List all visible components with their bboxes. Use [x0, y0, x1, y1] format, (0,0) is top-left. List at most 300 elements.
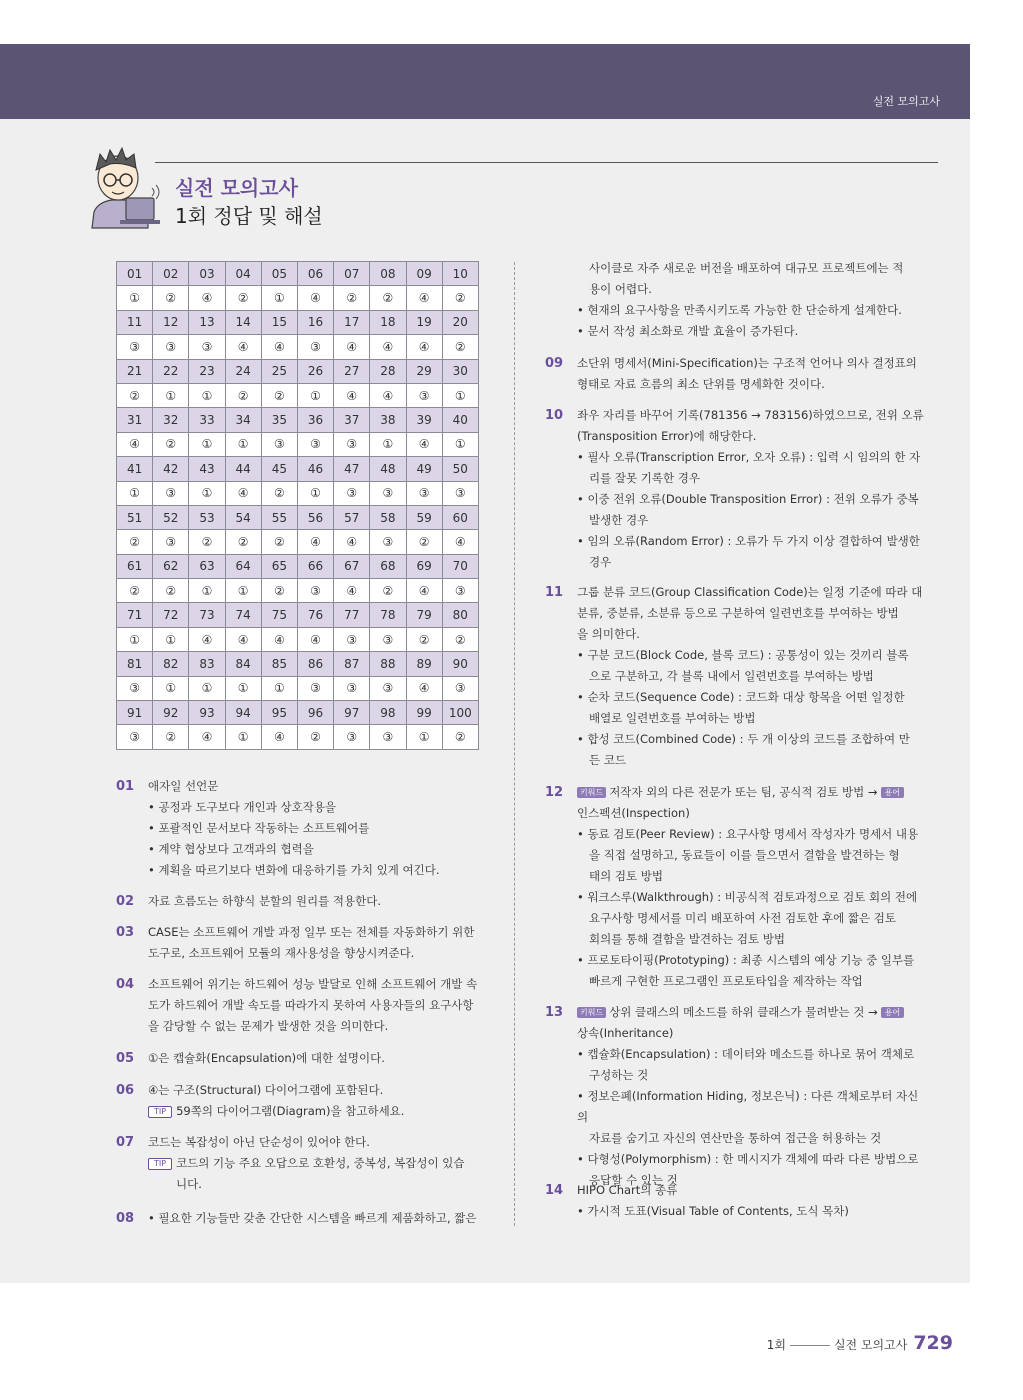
question-number-cell: 07	[334, 262, 370, 286]
question-number-cell: 05	[261, 262, 297, 286]
answer-cell: ③	[153, 335, 189, 359]
answer-cell: ②	[334, 286, 370, 310]
question-number-cell: 98	[370, 701, 406, 725]
explanation-03	[116, 922, 496, 964]
explanation-07	[116, 1132, 496, 1195]
answer-cell: ③	[442, 481, 478, 505]
bullet-item-cont: 회의를 통해 결함을 발견하는 검토 방법	[589, 932, 786, 946]
answer-cell: ④	[370, 383, 406, 407]
answer-cell: ②	[153, 579, 189, 603]
bullet-item: • 계획을 따르기보다 변화에 대응하기를 가치 있게 여긴다.	[148, 863, 440, 877]
bullet-item-cont: 응답할 수 있는 것	[589, 1173, 678, 1187]
answer-cell: ④	[189, 286, 225, 310]
question-number: 08	[116, 1211, 135, 1226]
top-margin	[0, 0, 1023, 44]
question-number-cell: 97	[334, 701, 370, 725]
question-number-cell: 31	[117, 408, 153, 432]
answer-cell: ②	[370, 286, 406, 310]
explanation-text: 을 감당할 수 없는 문제가 발생한 것을 의미한다.	[148, 1019, 389, 1033]
question-number-cell: 82	[153, 652, 189, 676]
question-number: 14	[545, 1183, 564, 1198]
explanation-text: 도구로, 소프트웨어 모듈의 재사용성을 향상시켜준다.	[148, 946, 415, 960]
question-number-cell: 15	[261, 310, 297, 334]
question-number-cell: 96	[297, 701, 333, 725]
answer-cell: ③	[442, 579, 478, 603]
answer-cell: ②	[189, 530, 225, 554]
answer-cell: ②	[442, 286, 478, 310]
explanation-text: 그룹 분류 코드(Group Classification Code)는 일정 기준에 따라 대	[577, 585, 923, 599]
bullet-item-cont: 태의 검토 방법	[589, 869, 663, 883]
question-number-cell: 56	[297, 505, 333, 529]
question-number-cell: 03	[189, 262, 225, 286]
answer-cell: ④	[297, 627, 333, 651]
bullet-item: • 문서 작성 최소화로 개발 효율이 증가된다.	[577, 324, 799, 338]
question-number-cell: 48	[370, 457, 406, 481]
explanation-text: 용이 어렵다.	[589, 282, 652, 296]
bullet-item-cont: 경우	[589, 555, 612, 569]
bullet-item: • 정보은폐(Information Hiding, 정보은닉) : 다른 객체로부터 자신의	[577, 1089, 919, 1124]
question-number-cell: 12	[153, 310, 189, 334]
answer-cell: ①	[117, 627, 153, 651]
answer-cell: ③	[406, 481, 442, 505]
explanation-text: (Transposition Error)에 해당한다.	[577, 429, 757, 443]
explanation-04	[116, 974, 496, 1037]
answer-cell: ②	[261, 383, 297, 407]
page-number: 729	[913, 1332, 953, 1354]
question-number-cell: 87	[334, 652, 370, 676]
question-number-cell: 11	[117, 310, 153, 334]
question-number-cell: 27	[334, 359, 370, 383]
answer-cell: ④	[406, 335, 442, 359]
question-number-cell: 44	[225, 457, 261, 481]
answer-row	[117, 481, 479, 505]
answer-cell: ②	[442, 627, 478, 651]
question-number: 02	[116, 894, 135, 909]
question-number-cell: 45	[261, 457, 297, 481]
question-number-cell: 38	[370, 408, 406, 432]
answer-number-row	[117, 701, 479, 725]
question-number-cell: 70	[442, 554, 478, 578]
question-number-cell: 72	[153, 603, 189, 627]
question-number-cell: 93	[189, 701, 225, 725]
answer-cell: ③	[334, 676, 370, 700]
explanation-text: 소프트웨어 위기는 하드웨어 성능 발달로 인해 소프트웨어 개발 속	[148, 977, 478, 991]
question-number-cell: 65	[261, 554, 297, 578]
question-number-cell: 13	[189, 310, 225, 334]
answer-cell: ②	[153, 286, 189, 310]
section-label: 실전 모의고사	[872, 95, 940, 108]
question-number-cell: 02	[153, 262, 189, 286]
answer-cell: ④	[225, 627, 261, 651]
answer-cell: ②	[153, 725, 189, 749]
question-number-cell: 42	[153, 457, 189, 481]
answer-cell: ①	[225, 579, 261, 603]
question-number: 05	[116, 1051, 135, 1066]
answer-cell: ①	[189, 481, 225, 505]
question-number-cell: 50	[442, 457, 478, 481]
question-number-cell: 39	[406, 408, 442, 432]
question-number-cell: 30	[442, 359, 478, 383]
bullet-item: • 캡슐화(Encapsulation) : 데이터와 메소드를 하나로 묶어 객체로	[577, 1047, 915, 1061]
bullet-item-cont: 구성하는 것	[589, 1068, 649, 1082]
explanation-text: 상위 클래스의 메소드를 하위 클래스가 물려받는 것 →	[609, 1005, 878, 1019]
answer-row	[117, 286, 479, 310]
explanation-06	[116, 1080, 496, 1122]
answer-cell: ④	[189, 725, 225, 749]
question-number-cell: 51	[117, 505, 153, 529]
explanation-09	[545, 353, 925, 395]
question-number-cell: 20	[442, 310, 478, 334]
explanation-05	[116, 1048, 496, 1069]
bullet-item-cont: 발생한 경우	[589, 513, 649, 527]
bullet-item: • 필사 오류(Transcription Error, 오자 오류) : 입력 시 임의의 한 자	[577, 450, 921, 464]
explanation-13	[545, 1002, 925, 1191]
answer-table	[116, 261, 479, 750]
question-number-cell: 85	[261, 652, 297, 676]
question-number-cell: 41	[117, 457, 153, 481]
explanation-text: • 필요한 기능들만 갖춘 간단한 시스템을 빠르게 제품화하고, 짧은	[148, 1211, 477, 1225]
answer-number-row	[117, 359, 479, 383]
bullet-item-cont: 자료를 숨기고 자신의 연산만을 통하여 접근을 허용하는 것	[589, 1131, 882, 1145]
question-number-cell: 100	[442, 701, 478, 725]
keyword-badge: 키워드	[577, 1007, 606, 1018]
answer-cell: ②	[261, 530, 297, 554]
question-number-cell: 16	[297, 310, 333, 334]
question-number-cell: 40	[442, 408, 478, 432]
bullet-item-cont: 빠르게 구현한 프로그램인 프로토타입을 제작하는 작업	[589, 974, 863, 988]
bullet-item: • 순차 코드(Sequence Code) : 코드화 대상 항목을 어떤 일정한	[577, 690, 905, 704]
answer-cell: ④	[225, 481, 261, 505]
answer-cell: ③	[370, 676, 406, 700]
answer-row	[117, 676, 479, 700]
question-number-cell: 47	[334, 457, 370, 481]
answer-cell: ①	[117, 286, 153, 310]
question-number-cell: 76	[297, 603, 333, 627]
question-number-cell: 22	[153, 359, 189, 383]
question-number-cell: 04	[225, 262, 261, 286]
answer-cell: ②	[261, 481, 297, 505]
answer-cell: ②	[117, 383, 153, 407]
question-number-cell: 86	[297, 652, 333, 676]
explanation-08-continued	[545, 258, 925, 342]
bullet-item: • 구분 코드(Block Code, 블록 코드) : 공통성이 있는 것끼리 블록	[577, 648, 909, 662]
answer-cell: ④	[225, 335, 261, 359]
bullet-item: • 현재의 요구사항을 만족시키도록 가능한 한 단순하게 설계한다.	[577, 303, 902, 317]
explanation-text: 소단위 명세서(Mini-Specification)는 구조적 언어나 의사 결정표의	[577, 356, 917, 370]
answer-cell: ①	[370, 432, 406, 456]
question-number-cell: 81	[117, 652, 153, 676]
question-number: 01	[116, 779, 135, 794]
tip-text: 코드의 기능 주요 오답으로 호환성, 중복성, 복잡성이 있습	[176, 1156, 465, 1170]
question-number-cell: 43	[189, 457, 225, 481]
question-number-cell: 29	[406, 359, 442, 383]
bullet-item: • 포괄적인 문서보다 작동하는 소프트웨어를	[148, 821, 370, 835]
answer-cell: ①	[189, 579, 225, 603]
question-number-cell: 14	[225, 310, 261, 334]
question-number-cell: 17	[334, 310, 370, 334]
footer-round: 1회	[766, 1338, 786, 1352]
question-number-cell: 99	[406, 701, 442, 725]
bullet-item-cont: 요구사항 명세서를 미리 배포하여 사전 검토한 후에 짧은 검토	[589, 911, 896, 925]
explanation-text: 인스펙션(Inspection)	[577, 806, 690, 820]
answer-cell: ②	[225, 286, 261, 310]
answer-cell: ③	[334, 432, 370, 456]
answer-cell: ④	[261, 627, 297, 651]
answer-number-row	[117, 554, 479, 578]
answer-cell: ③	[334, 725, 370, 749]
answer-cell: ①	[189, 676, 225, 700]
question-number-cell: 59	[406, 505, 442, 529]
answer-cell: ④	[189, 627, 225, 651]
question-number-cell: 35	[261, 408, 297, 432]
answer-cell: ②	[225, 530, 261, 554]
title-line1: 실전 모의고사	[175, 176, 298, 200]
question-number-cell: 57	[334, 505, 370, 529]
explanation-text: 저작자 외의 다른 전문가 또는 팀, 공식적 검토 방법 →	[609, 785, 878, 799]
question-number-cell: 08	[370, 262, 406, 286]
question-number-cell: 69	[406, 554, 442, 578]
question-number-cell: 66	[297, 554, 333, 578]
question-number-cell: 73	[189, 603, 225, 627]
answer-cell: ②	[442, 725, 478, 749]
question-number-cell: 55	[261, 505, 297, 529]
answer-cell: ②	[406, 530, 442, 554]
answer-cell: ③	[370, 530, 406, 554]
bullet-item: • 이중 전위 오류(Double Transposition Error) : 전위 오류가 중복	[577, 492, 919, 506]
question-number-cell: 91	[117, 701, 153, 725]
answer-number-row	[117, 310, 479, 334]
answer-cell: ①	[406, 725, 442, 749]
answer-row	[117, 627, 479, 651]
answer-cell: ①	[225, 676, 261, 700]
question-number-cell: 80	[442, 603, 478, 627]
answer-cell: ①	[225, 725, 261, 749]
explanation-12	[545, 782, 925, 992]
answer-cell: ①	[225, 432, 261, 456]
bullet-item-cont: 을 직접 설명하고, 동료들이 이를 들으면서 결함을 발견하는 형	[589, 848, 900, 862]
answer-cell: ③	[370, 481, 406, 505]
question-number-cell: 28	[370, 359, 406, 383]
answer-cell: ④	[334, 579, 370, 603]
question-number-cell: 18	[370, 310, 406, 334]
answer-cell: ③	[297, 335, 333, 359]
answer-cell: ③	[153, 530, 189, 554]
keyword-badge: 키워드	[577, 787, 606, 798]
explanation-text: 을 의미한다.	[577, 627, 640, 641]
answer-cell: ①	[189, 383, 225, 407]
question-number: 07	[116, 1135, 135, 1150]
answer-cell: ①	[153, 676, 189, 700]
answer-cell: ②	[117, 530, 153, 554]
answer-row	[117, 579, 479, 603]
bullet-item: • 프로토타이핑(Prototyping) : 최종 시스템의 예상 기능 중 일부를	[577, 953, 915, 967]
footer-separator	[790, 1345, 830, 1346]
question-number: 06	[116, 1083, 135, 1098]
question-number-cell: 83	[189, 652, 225, 676]
bullet-item: • 계약 협상보다 고객과의 협력을	[148, 842, 314, 856]
answer-cell: ③	[334, 481, 370, 505]
column-divider	[514, 262, 515, 1226]
question-number-cell: 74	[225, 603, 261, 627]
answer-cell: ④	[261, 725, 297, 749]
tip-text: 니다.	[176, 1177, 202, 1191]
explanation-text: 자료 흐름도는 하향식 분할의 원리를 적용한다.	[148, 894, 382, 908]
question-number-cell: 23	[189, 359, 225, 383]
term-badge: 용어	[881, 1007, 904, 1018]
explanation-text: 분류, 중분류, 소분류 등으로 구분하여 일련번호를 부여하는 방법	[577, 606, 899, 620]
question-number-cell: 60	[442, 505, 478, 529]
answer-number-row	[117, 505, 479, 529]
answer-cell: ④	[406, 676, 442, 700]
explanation-text: HIPO Chart의 종류	[577, 1183, 678, 1197]
answer-cell: ④	[442, 530, 478, 554]
explanation-01	[116, 776, 496, 881]
bullet-item: • 가시적 도표(Visual Table of Contents, 도식 목차)	[577, 1204, 849, 1218]
answer-cell: ④	[334, 335, 370, 359]
bullet-item: • 합성 코드(Combined Code) : 두 개 이상의 코드를 조합하여 만	[577, 732, 910, 746]
answer-cell: ②	[442, 335, 478, 359]
answer-cell: ④	[406, 432, 442, 456]
explanation-10	[545, 405, 925, 573]
question-number-cell: 06	[297, 262, 333, 286]
footer-section: 실전 모의고사	[833, 1338, 908, 1352]
bullet-item-cont: 배열로 일련번호를 부여하는 방법	[589, 711, 756, 725]
bullet-item: • 임의 오류(Random Error) : 오류가 두 가지 이상 결합하여 발생한	[577, 534, 920, 548]
question-number-cell: 92	[153, 701, 189, 725]
question-number-cell: 58	[370, 505, 406, 529]
answer-cell: ②	[406, 627, 442, 651]
answer-row	[117, 383, 479, 407]
question-number-cell: 88	[370, 652, 406, 676]
question-number-cell: 37	[334, 408, 370, 432]
answer-cell: ④	[334, 383, 370, 407]
question-number-cell: 62	[153, 554, 189, 578]
explanation-11	[545, 582, 925, 771]
question-number-cell: 36	[297, 408, 333, 432]
answer-cell: ①	[297, 481, 333, 505]
question-number-cell: 89	[406, 652, 442, 676]
explanation-text: 상속(Inheritance)	[577, 1026, 674, 1040]
question-number-cell: 78	[370, 603, 406, 627]
question-number-cell: 25	[261, 359, 297, 383]
tip-badge: TIP	[148, 1106, 172, 1118]
question-number-cell: 49	[406, 457, 442, 481]
question-number: 12	[545, 785, 564, 800]
explanation-text: ①은 캡슐화(Encapsulation)에 대한 설명이다.	[148, 1051, 385, 1065]
question-number-cell: 79	[406, 603, 442, 627]
question-number: 09	[545, 356, 564, 371]
explanation-text: 도가 하드웨어 개발 속도를 따라가지 못하여 사용자들의 요구사항	[148, 998, 474, 1012]
explanation-text: CASE는 소프트웨어 개발 과정 일부 또는 전체를 자동화하기 위한	[148, 925, 475, 939]
question-number-cell: 21	[117, 359, 153, 383]
explanation-14	[545, 1180, 925, 1222]
explanation-02	[116, 891, 496, 912]
answer-cell: ③	[406, 383, 442, 407]
answer-number-row	[117, 408, 479, 432]
question-number-cell: 61	[117, 554, 153, 578]
question-number-cell: 90	[442, 652, 478, 676]
answer-cell: ④	[334, 530, 370, 554]
question-number-cell: 32	[153, 408, 189, 432]
explanation-text: 코드는 복잡성이 아닌 단순성이 있어야 한다.	[148, 1135, 370, 1149]
question-number-cell: 54	[225, 505, 261, 529]
tip-text: 59쪽의 다이어그램(Diagram)을 참고하세요.	[176, 1104, 405, 1118]
answer-cell: ①	[261, 676, 297, 700]
question-number-cell: 09	[406, 262, 442, 286]
answer-number-row	[117, 603, 479, 627]
question-number: 03	[116, 925, 135, 940]
explanation-08	[116, 1208, 496, 1229]
question-number-cell: 67	[334, 554, 370, 578]
bullet-item: • 다형성(Polymorphism) : 한 메시지가 객체에 따라 다른 방법으로	[577, 1152, 919, 1166]
answer-cell: ③	[117, 335, 153, 359]
title-rule	[155, 162, 938, 163]
answer-cell: ①	[442, 432, 478, 456]
answer-cell: ③	[442, 676, 478, 700]
explanation-text: 형태로 자료 흐름의 최소 단위를 명세화한 것이다.	[577, 377, 825, 391]
answer-cell: ③	[189, 335, 225, 359]
mascot-illustration	[82, 140, 162, 235]
question-number-cell: 19	[406, 310, 442, 334]
answer-row	[117, 530, 479, 554]
tip-badge: TIP	[148, 1158, 172, 1170]
question-number: 10	[545, 408, 564, 423]
question-number-cell: 52	[153, 505, 189, 529]
term-badge: 용어	[881, 787, 904, 798]
question-number-cell: 94	[225, 701, 261, 725]
answer-cell: ④	[370, 335, 406, 359]
answer-cell: ③	[297, 579, 333, 603]
question-number-cell: 26	[297, 359, 333, 383]
answer-cell: ①	[153, 627, 189, 651]
answer-cell: ③	[117, 725, 153, 749]
bullet-item-cont: 리를 잘못 기록한 경우	[589, 471, 700, 485]
question-number: 13	[545, 1005, 564, 1020]
answer-cell: ②	[225, 383, 261, 407]
question-number-cell: 77	[334, 603, 370, 627]
bullet-item: • 공정과 도구보다 개인과 상호작용을	[148, 800, 337, 814]
answer-cell: ④	[406, 579, 442, 603]
question-number-cell: 10	[442, 262, 478, 286]
bullet-item: • 워크스루(Walkthrough) : 비공식적 검토과정으로 검토 회의 전에	[577, 890, 918, 904]
answer-cell: ②	[370, 579, 406, 603]
answer-cell: ③	[370, 725, 406, 749]
question-number-cell: 34	[225, 408, 261, 432]
answer-cell: ①	[297, 383, 333, 407]
answer-cell: ①	[261, 286, 297, 310]
question-number-cell: 84	[225, 652, 261, 676]
question-number-cell: 53	[189, 505, 225, 529]
answer-cell: ③	[261, 432, 297, 456]
question-number-cell: 46	[297, 457, 333, 481]
explanation-text: 사이클로 자주 새로운 버전을 배포하여 대규모 프로젝트에는 적	[589, 261, 904, 275]
bullet-item-cont: 으로 구분하고, 각 블록 내에서 일련번호를 부여하는 방법	[589, 669, 874, 683]
bullet-item: • 동료 검토(Peer Review) : 요구사항 명세서 작성자가 명세서 내용	[577, 827, 919, 841]
answer-row	[117, 725, 479, 749]
answer-number-row	[117, 262, 479, 286]
answer-cell: ④	[406, 286, 442, 310]
answer-cell: ④	[297, 286, 333, 310]
question-number-cell: 68	[370, 554, 406, 578]
answer-cell: ①	[442, 383, 478, 407]
question-number-cell: 33	[189, 408, 225, 432]
explanation-text: 좌우 자리를 바꾸어 기록(781356 → 783156)하였으므로, 전위 오류	[577, 408, 924, 422]
answer-number-row	[117, 457, 479, 481]
answer-cell: ③	[297, 676, 333, 700]
answer-cell: ①	[153, 383, 189, 407]
answer-row	[117, 432, 479, 456]
answer-cell: ①	[117, 481, 153, 505]
